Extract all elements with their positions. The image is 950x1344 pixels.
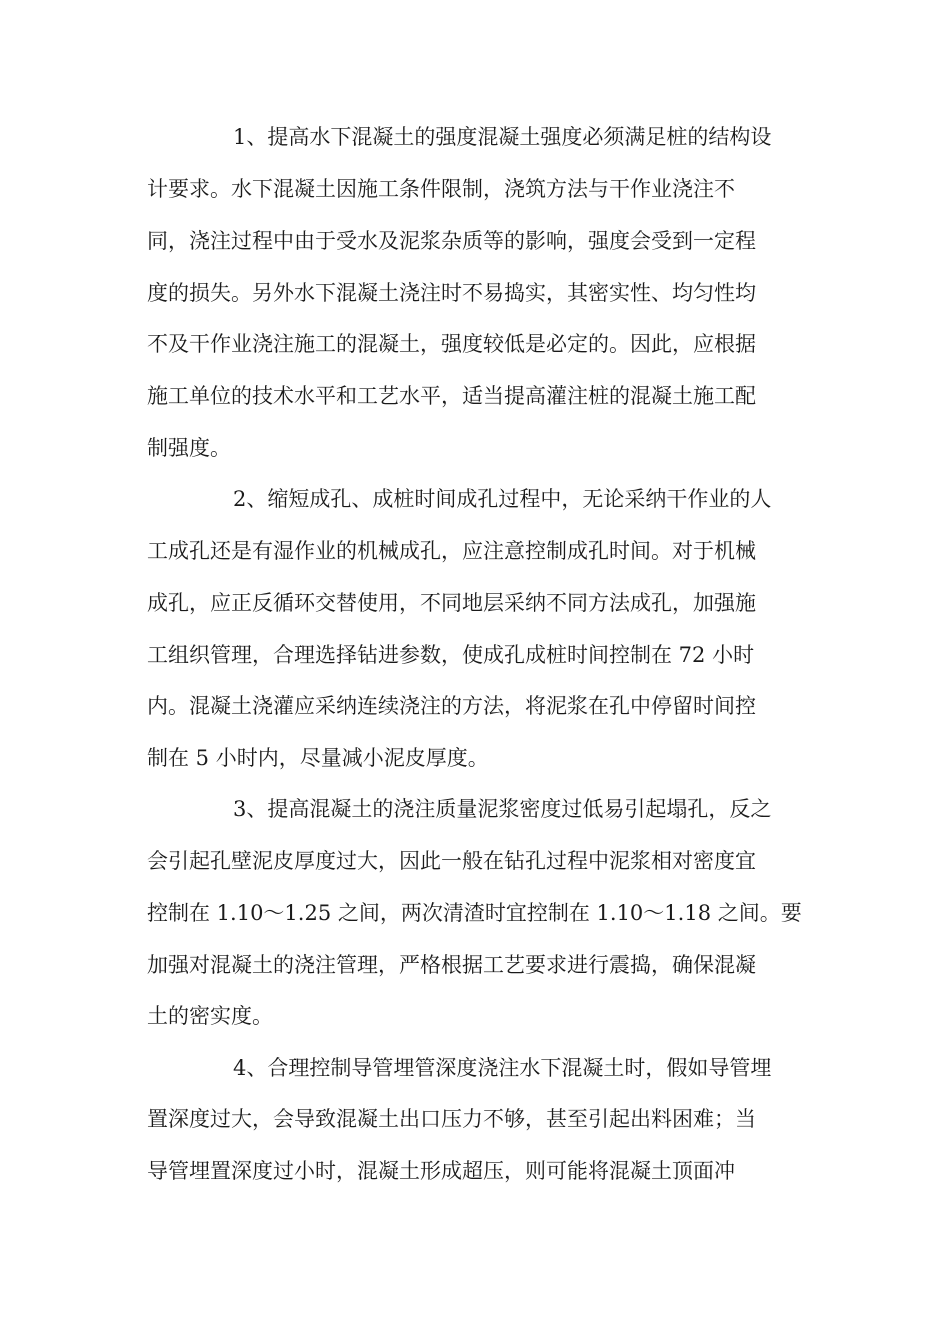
paragraph-line: 会引起孔壁泥皮厚度过大，因此一般在钻孔过程中泥浆相对密度宜 [147, 849, 756, 873]
paragraph-line: 度的损失。另外水下混凝土浇注时不易捣实，其密实性、均匀性均 [147, 281, 756, 305]
paragraph-line: 置深度过大，会导致混凝土出口压力不够，甚至引起出料困难；当 [147, 1107, 756, 1131]
paragraph-line: 加强对混凝土的浇注管理，严格根据工艺要求进行震捣，确保混凝 [147, 953, 756, 977]
paragraph-line: 制在 5 小时内，尽量减小泥皮厚度。 [147, 746, 489, 770]
paragraph-line: 工成孔还是有湿作业的机械成孔，应注意控制成孔时间。对于机械 [147, 539, 756, 563]
paragraph-line: 2、缩短成孔、成桩时间成孔过程中，无论采纳干作业的人 [233, 487, 772, 511]
paragraph-line: 内。混凝土浇灌应采纳连续浇注的方法，将泥浆在孔中停留时间控 [147, 694, 756, 718]
paragraph-line: 不及干作业浇注施工的混凝土，强度较低是必定的。因此，应根据 [147, 332, 756, 356]
paragraph-line: 制强度。 [147, 436, 231, 460]
paragraph-line: 同，浇注过程中由于受水及泥浆杂质等的影响，强度会受到一定程 [147, 229, 756, 253]
paragraph-line: 成孔，应正反循环交替使用，不同地层采纳不同方法成孔，加强施 [147, 591, 756, 615]
paragraph-line: 1、提高水下混凝土的强度混凝土强度必须满足桩的结构设 [233, 125, 772, 149]
paragraph-line: 工组织管理，合理选择钻进参数，使成孔成桩时间控制在 72 小时 [147, 643, 755, 667]
paragraph-line: 4、合理控制导管埋管深度浇注水下混凝土时，假如导管埋 [233, 1056, 772, 1080]
paragraph-line: 施工单位的技术水平和工艺水平，适当提高灌注桩的混凝土施工配 [147, 384, 756, 408]
paragraph-line: 土的密实度。 [147, 1004, 273, 1028]
paragraph-line: 导管埋置深度过小时，混凝土形成超压，则可能将混凝土顶面冲 [147, 1159, 735, 1183]
paragraph-line: 计要求。水下混凝土因施工条件限制，浇筑方法与干作业浇注不 [147, 177, 735, 201]
paragraph-line: 3、提高混凝土的浇注质量泥浆密度过低易引起塌孔，反之 [233, 797, 772, 821]
paragraph-line: 控制在 1.10～1.25 之间，两次清渣时宜控制在 1.10～1.18 之间。要 [147, 901, 802, 925]
